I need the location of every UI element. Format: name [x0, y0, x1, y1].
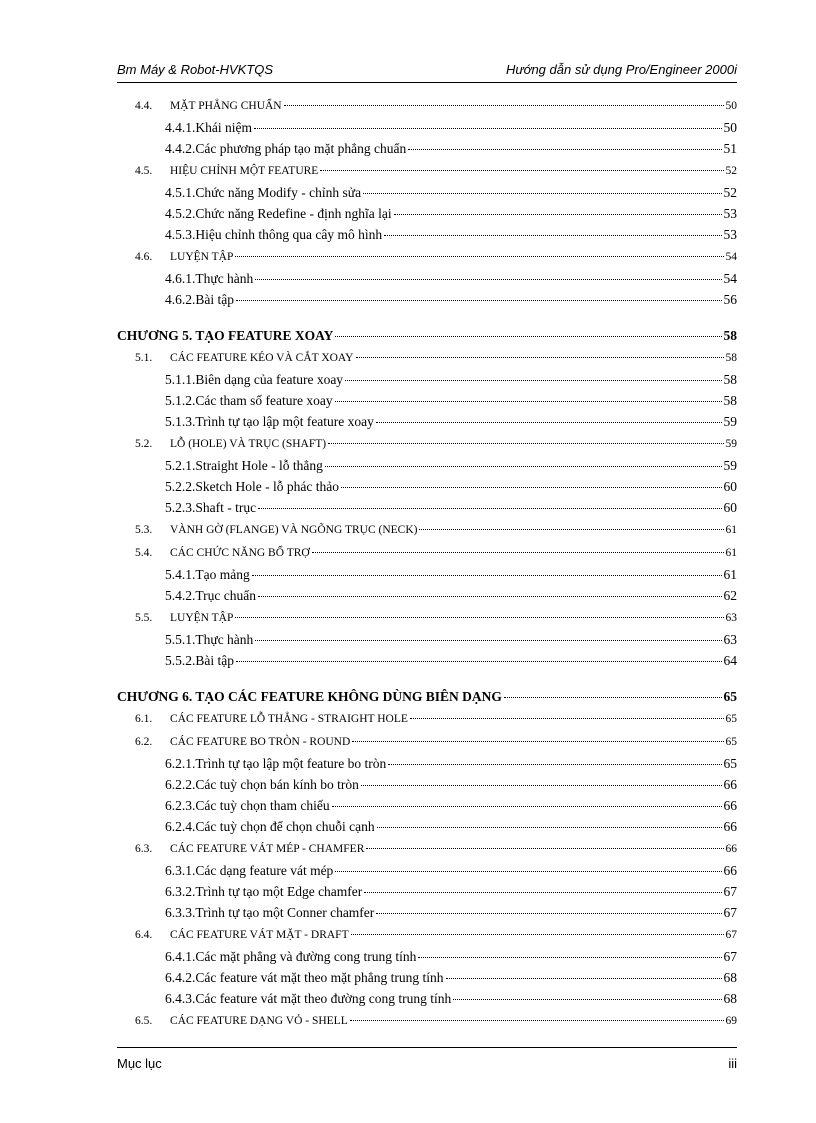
- toc-section-5-5[interactable]: 5.5. LUYỆN TẬP 63: [135, 612, 737, 624]
- toc-section-5-2[interactable]: 5.2. LỖ (HOLE) VÀ TRỤC (SHAFT) 59: [135, 438, 737, 450]
- toc-subsection-6-2-2[interactable]: 6.2.2.Các tuỳ chọn bán kính bo tròn 66: [165, 777, 737, 792]
- toc-subsection-6-4-1[interactable]: 6.4.1.Các mặt phẳng và đường cong trung tính 67: [165, 949, 737, 964]
- toc-subsection-5-1-3[interactable]: 5.1.3.Trình tự tạo lập một feature xoay 59: [165, 414, 737, 429]
- toc-chapter-5[interactable]: CHƯƠNG 5. TẠO FEATURE XOAY 58: [117, 325, 737, 346]
- toc-subsection-6-4-3[interactable]: 6.4.3.Các feature vát mặt theo đường cong trung tính 68: [165, 991, 737, 1006]
- toc-section-5-1[interactable]: 5.1. CÁC FEATURE KÉO VÀ CẮT XOAY 58: [135, 352, 737, 364]
- toc-leader: [284, 105, 724, 106]
- toc-subsection-4-4-1[interactable]: 4.4.1.Khái niệm 50: [165, 120, 737, 135]
- toc-section-title: MẶT PHẲNG CHUẨN: [170, 100, 282, 112]
- toc-subsection-4-4-2[interactable]: 4.4.2.Các phương pháp tạo mặt phẳng chuẩn 51: [165, 141, 737, 156]
- toc-subsection-5-4-1[interactable]: 5.4.1.Tạo mảng 61: [165, 567, 737, 582]
- page-footer: [117, 1056, 737, 1074]
- toc-subsection-6-3-2[interactable]: 6.3.2.Trình tự tạo một Edge chamfer 67: [165, 884, 737, 899]
- toc-subsection-5-2-2[interactable]: 5.2.2.Sketch Hole - lỗ phác thảo 60: [165, 479, 737, 494]
- footer-section-name: Mục lục: [117, 1056, 162, 1071]
- toc-section-6-5[interactable]: 6.5. CÁC FEATURE DẠNG VỎ - SHELL 69: [135, 1015, 737, 1027]
- toc-subsection-6-3-3[interactable]: 6.3.3.Trình tự tạo một Conner chamfer 67: [165, 905, 737, 920]
- toc-subsection-4-6-2[interactable]: 4.6.2.Bài tập 56: [165, 292, 737, 307]
- header-rule: [117, 82, 737, 83]
- toc-section-5-3[interactable]: 5.3. VÀNH GỜ (FLANGE) VÀ NGÕNG TRỤC (NECK) 61: [135, 524, 737, 536]
- header-department: Bm Máy & Robot-HVKTQS: [117, 62, 274, 77]
- toc-section-4-6[interactable]: 4.6. LUYỆN TẬP 54: [135, 251, 737, 263]
- toc-subsection-5-5-1[interactable]: 5.5.1.Thực hành 63: [165, 632, 737, 647]
- toc-subsection-6-2-4[interactable]: 6.2.4.Các tuỳ chọn để chọn chuỗi cạnh 66: [165, 819, 737, 834]
- toc-subsection-6-4-2[interactable]: 6.4.2.Các feature vát mặt theo mặt phẳng trung tính 68: [165, 970, 737, 985]
- toc-subsection-5-1-1[interactable]: 5.1.1.Biên dạng của feature xoay 58: [165, 372, 737, 387]
- footer-page-number: iii: [728, 1056, 737, 1071]
- footer-rule: [117, 1047, 737, 1048]
- toc-subsection-5-5-2[interactable]: 5.5.2.Bài tập 64: [165, 653, 737, 668]
- toc-section-6-4[interactable]: 6.4. CÁC FEATURE VÁT MẶT - DRAFT 67: [135, 929, 737, 941]
- page-header: [117, 62, 737, 82]
- toc-subsection-4-6-1[interactable]: 4.6.1.Thực hành 54: [165, 271, 737, 286]
- toc-section-4-5[interactable]: 4.5. HIỆU CHỈNH MỘT FEATURE 52: [135, 165, 737, 177]
- toc-subsection-4-5-3[interactable]: 4.5.3.Hiệu chỉnh thông qua cây mô hình 53: [165, 227, 737, 242]
- toc-chapter-title: CHƯƠNG 5. TẠO FEATURE XOAY: [117, 328, 334, 343]
- toc-section-4-4[interactable]: 4.4. MẶT PHẲNG CHUẨN 50: [117, 96, 737, 117]
- header-book-title: Hướng dẫn sử dụng Pro/Engineer 2000i: [505, 62, 737, 77]
- toc-chapter-6[interactable]: CHƯƠNG 6. TẠO CÁC FEATURE KHÔNG DÙNG BIÊN DẠNG 65: [117, 689, 737, 704]
- toc-subsection-5-2-3[interactable]: 5.2.3.Shaft - trục 60: [165, 500, 737, 515]
- toc-subsection-4-5-2[interactable]: 4.5.2.Chức năng Redefine - định nghĩa lại 53: [165, 206, 737, 221]
- toc-subsection-6-2-1[interactable]: 6.2.1.Trình tự tạo lập một feature bo tròn 65: [165, 756, 737, 771]
- toc-section-6-1[interactable]: 6.1. CÁC FEATURE LỖ THẲNG - STRAIGHT HOLE 65: [135, 713, 737, 725]
- toc-section-6-3[interactable]: 6.3. CÁC FEATURE VÁT MÉP - CHAMFER 66: [135, 843, 737, 855]
- toc-subsection-5-2-1[interactable]: 5.2.1.Straight Hole - lỗ thẳng 59: [165, 458, 737, 473]
- toc-subsection-6-3-1[interactable]: 6.3.1.Các dạng feature vát mép 66: [165, 863, 737, 878]
- toc-page-number: 50: [725, 100, 737, 112]
- toc-section-6-2[interactable]: 6.2. CÁC FEATURE BO TRÒN - ROUND 65: [135, 736, 737, 748]
- table-of-contents: [117, 96, 737, 1032]
- toc-section-5-4[interactable]: 5.4. CÁC CHỨC NĂNG BỔ TRỢ 61: [135, 547, 737, 559]
- toc-subsection-4-5-1[interactable]: 4.5.1.Chức năng Modify - chỉnh sửa 52: [165, 185, 737, 200]
- toc-subsection-5-1-2[interactable]: 5.1.2.Các tham số feature xoay 58: [165, 393, 737, 408]
- toc-subsection-5-4-2[interactable]: 5.4.2.Trục chuẩn 62: [165, 588, 737, 603]
- toc-subsection-6-2-3[interactable]: 6.2.3.Các tuỳ chọn tham chiếu 66: [165, 798, 737, 813]
